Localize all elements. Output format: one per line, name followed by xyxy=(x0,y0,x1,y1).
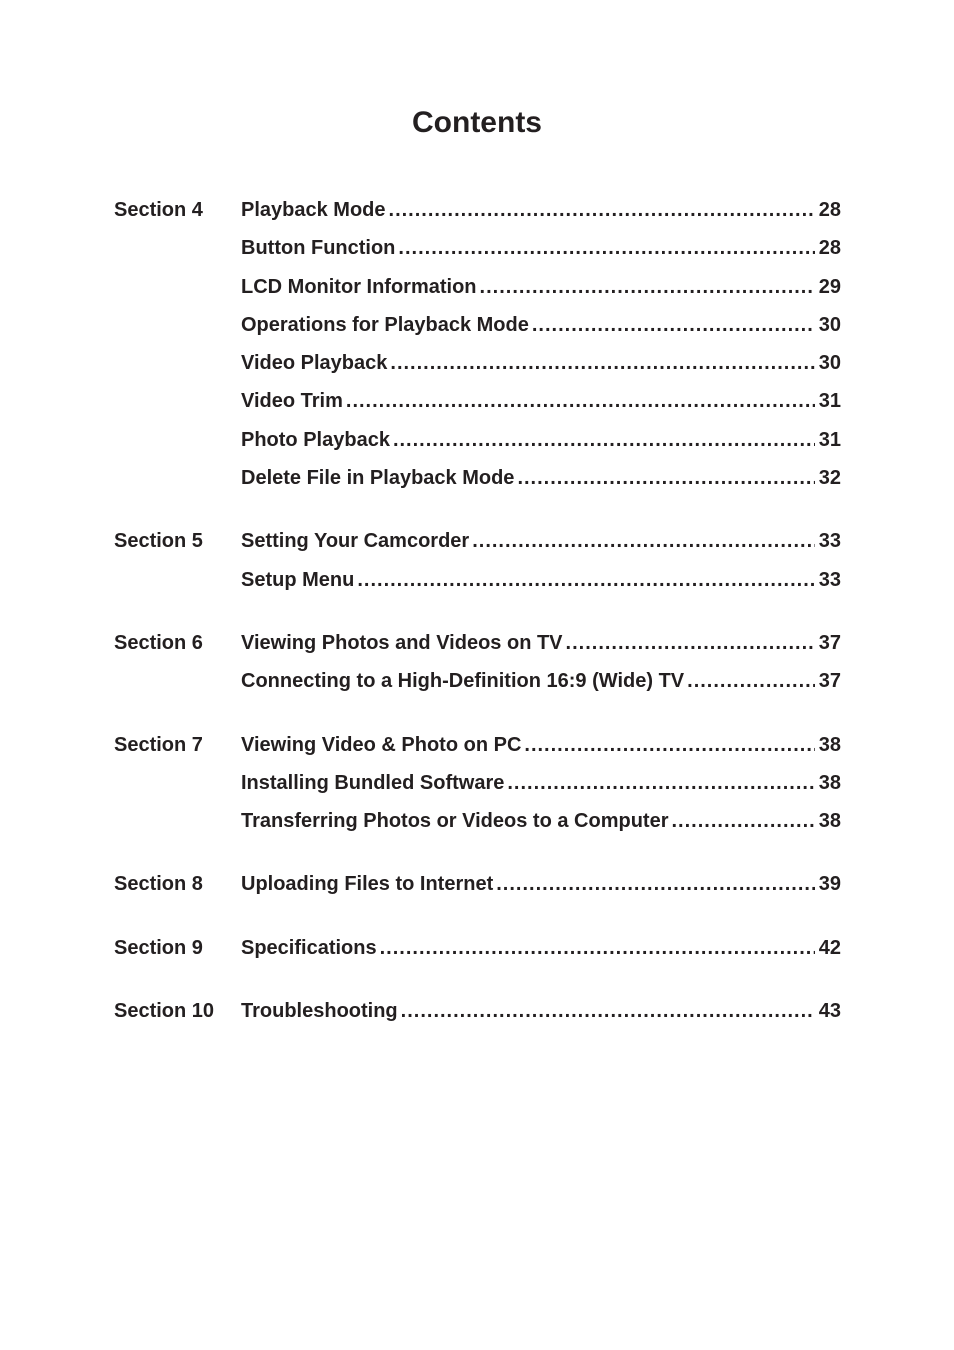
page-number: 32 xyxy=(818,467,841,490)
page-number: 38 xyxy=(818,733,841,756)
toc-entries xyxy=(241,929,841,967)
page-number: 31 xyxy=(818,428,841,451)
page-number: 38 xyxy=(818,771,841,794)
dot-leader xyxy=(517,459,814,497)
page-number: 28 xyxy=(818,199,841,221)
entry-title: Uploading Files to Internet xyxy=(241,873,494,896)
toc-entry[interactable] xyxy=(241,306,841,344)
section-label: Section 5 xyxy=(114,530,203,553)
dot-leader xyxy=(380,929,815,967)
toc-section xyxy=(114,726,841,841)
page-number: 43 xyxy=(818,1000,841,1023)
dot-leader xyxy=(507,764,814,802)
dot-leader xyxy=(671,802,814,840)
toc-entry[interactable] xyxy=(241,522,841,560)
toc-entry[interactable] xyxy=(241,459,841,497)
entry-title: Playback Mode xyxy=(241,199,386,221)
page-number: 33 xyxy=(818,530,841,553)
toc-entry[interactable] xyxy=(241,268,841,306)
toc-entry[interactable] xyxy=(241,191,841,229)
entry-title: Video Playback xyxy=(241,352,388,375)
toc-entry[interactable] xyxy=(241,344,841,382)
entry-title: Operations for Playback Mode xyxy=(241,313,529,336)
toc-entry[interactable] xyxy=(241,662,841,700)
entry-title: Button Function xyxy=(241,237,396,260)
toc-entry[interactable] xyxy=(241,421,841,459)
entry-title: Photo Playback xyxy=(241,428,390,451)
page-number: 30 xyxy=(818,352,841,375)
page-number: 33 xyxy=(818,568,841,591)
page-number: 37 xyxy=(818,670,841,693)
dot-leader xyxy=(393,421,815,459)
entry-title: Installing Bundled Software xyxy=(241,771,505,794)
toc-entry[interactable] xyxy=(241,624,841,662)
entry-title: Setup Menu xyxy=(241,568,355,591)
page-title: Contents xyxy=(412,106,542,140)
toc-entries xyxy=(241,191,841,497)
dot-leader xyxy=(389,191,815,229)
toc-entry[interactable] xyxy=(241,764,841,802)
toc-entry[interactable] xyxy=(241,992,841,1030)
entry-title: Video Trim xyxy=(241,390,343,413)
entry-title: Delete File in Playback Mode xyxy=(241,467,515,490)
dot-leader xyxy=(566,624,815,662)
dot-leader xyxy=(524,726,814,764)
toc-entries xyxy=(241,624,841,701)
dot-leader xyxy=(480,268,815,306)
toc-entries xyxy=(241,522,841,599)
section-label: Section 7 xyxy=(114,733,203,756)
page-number: 37 xyxy=(818,631,841,654)
toc-entry[interactable] xyxy=(241,929,841,967)
toc-entry[interactable] xyxy=(241,726,841,764)
section-label: Section 8 xyxy=(114,873,203,896)
entry-title: Connecting to a High-Definition 16:9 (Wide) TV xyxy=(241,670,685,693)
dot-leader xyxy=(357,561,814,599)
page-number: 38 xyxy=(818,810,841,833)
toc-entries xyxy=(241,726,841,841)
entry-title: Troubleshooting xyxy=(241,1000,398,1023)
toc-entries xyxy=(241,992,841,1030)
toc-section xyxy=(114,522,841,599)
page-number: 39 xyxy=(818,873,841,896)
dot-leader xyxy=(472,522,815,560)
page-number: 28 xyxy=(818,237,841,260)
entry-title: Viewing Video & Photo on PC xyxy=(241,733,522,756)
section-label: Section 4 xyxy=(114,199,203,221)
page-number: 42 xyxy=(818,936,841,959)
toc-section xyxy=(114,191,841,497)
entry-title: Viewing Photos and Videos on TV xyxy=(241,631,563,654)
page-number: 30 xyxy=(818,313,841,336)
section-label: Section 9 xyxy=(114,936,203,959)
entry-title: Specifications xyxy=(241,936,377,959)
section-label: Section 10 xyxy=(114,1000,215,1023)
dot-leader xyxy=(496,865,815,903)
dot-leader xyxy=(398,229,814,267)
entry-title: LCD Monitor Information xyxy=(241,275,477,298)
table-of-contents xyxy=(114,191,841,1055)
toc-section xyxy=(114,929,841,967)
toc-section xyxy=(114,992,841,1030)
toc-entry[interactable] xyxy=(241,865,841,903)
dot-leader xyxy=(532,306,815,344)
toc-entries xyxy=(241,865,841,903)
page-number: 29 xyxy=(818,275,841,298)
toc-entry[interactable] xyxy=(241,561,841,599)
toc-entry[interactable] xyxy=(241,382,841,420)
page-number: 31 xyxy=(818,390,841,413)
dot-leader xyxy=(687,662,815,700)
dot-leader xyxy=(390,344,814,382)
toc-entry[interactable] xyxy=(241,802,841,840)
toc-entry[interactable] xyxy=(241,229,841,267)
section-label: Section 6 xyxy=(114,631,203,654)
toc-section xyxy=(114,865,841,903)
toc-section xyxy=(114,624,841,701)
entry-title: Transferring Photos or Videos to a Computer xyxy=(241,810,669,833)
dot-leader xyxy=(401,992,815,1030)
entry-title: Setting Your Camcorder xyxy=(241,530,470,553)
dot-leader xyxy=(346,382,815,420)
